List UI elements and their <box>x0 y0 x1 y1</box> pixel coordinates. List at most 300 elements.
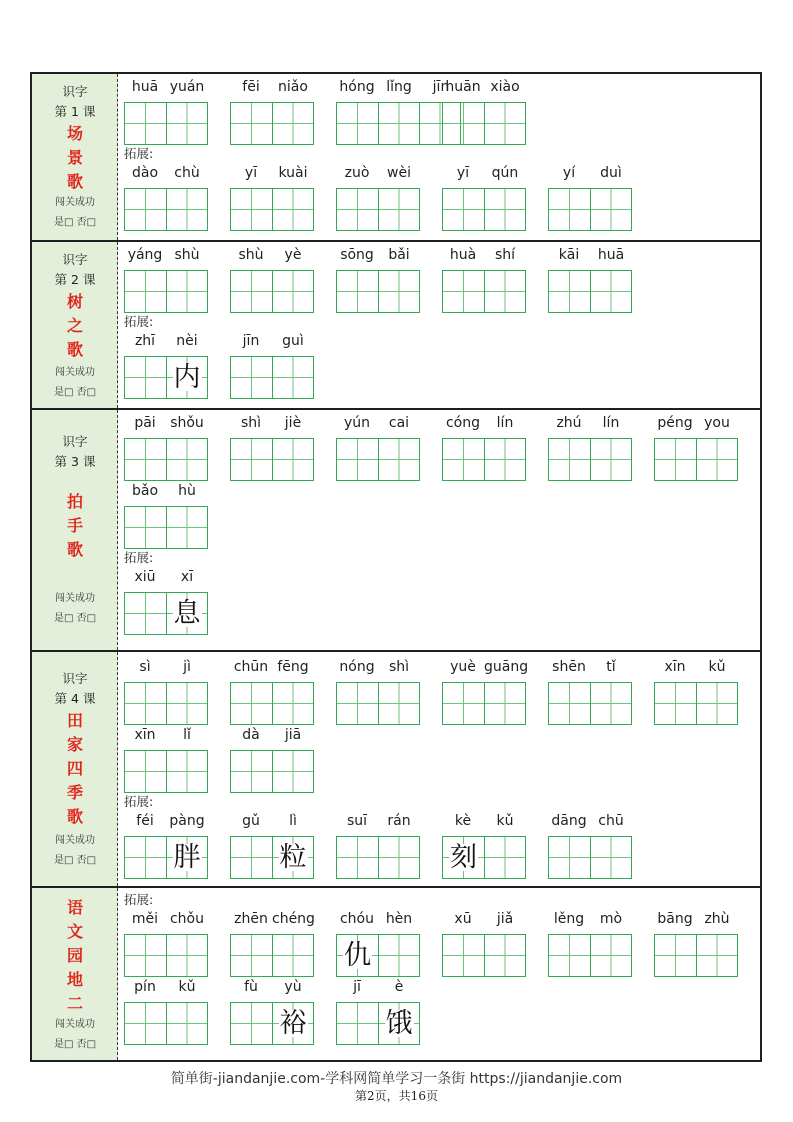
pinyin-row <box>548 244 632 266</box>
writing-cell[interactable] <box>125 935 166 976</box>
word-practice <box>124 810 208 878</box>
writing-cell[interactable] <box>590 683 631 724</box>
word-practice <box>230 162 314 230</box>
tianzige-box <box>124 592 208 635</box>
lesson-title-char: 之 <box>66 316 83 335</box>
writing-cell[interactable] <box>484 935 525 976</box>
pinyin-syllable: yī <box>456 165 470 181</box>
pinyin-syllable: rán <box>387 813 411 829</box>
writing-cell[interactable] <box>443 439 484 480</box>
lesson-number-label: 第 4 课 <box>54 691 96 706</box>
writing-cell[interactable] <box>590 271 631 312</box>
pinyin-syllable: yuán <box>169 79 205 95</box>
writing-cell[interactable] <box>125 189 166 230</box>
writing-cell[interactable] <box>166 507 207 548</box>
pinyin-syllable: pāi <box>134 415 156 431</box>
pinyin-syllable: kè <box>454 813 472 829</box>
lesson-sidebar <box>32 652 118 886</box>
writing-cell[interactable] <box>696 439 737 480</box>
pinyin-syllable: chūn <box>233 659 269 675</box>
writing-cell[interactable] <box>655 439 696 480</box>
writing-cell[interactable] <box>231 1003 272 1044</box>
writing-cell[interactable] <box>166 357 207 398</box>
writing-cell[interactable] <box>272 189 313 230</box>
tianzige-box <box>548 682 632 725</box>
pinyin-syllable: kāi <box>558 247 580 263</box>
practice-area <box>124 652 760 886</box>
writing-cell[interactable] <box>590 189 631 230</box>
lesson-number-label: 第 1 课 <box>54 104 96 119</box>
pinyin-syllable: lǐ <box>183 727 191 743</box>
practice-area <box>124 74 760 240</box>
writing-cell[interactable] <box>549 271 590 312</box>
word-practice <box>336 810 420 878</box>
writing-cell[interactable] <box>549 683 590 724</box>
writing-cell[interactable] <box>166 751 207 792</box>
word-practice <box>124 976 208 1044</box>
pass-label: 闯关成功 <box>55 593 95 604</box>
writing-cell[interactable] <box>378 271 419 312</box>
pinyin-syllable: è <box>394 979 404 995</box>
pinyin-syllable: shì <box>240 415 262 431</box>
lesson-row <box>32 650 760 886</box>
pinyin-row <box>230 656 314 678</box>
pinyin-syllable: dà <box>242 727 260 743</box>
writing-cell[interactable] <box>484 271 525 312</box>
tianzige-box <box>124 506 208 549</box>
tianzige-box <box>548 934 632 977</box>
pinyin-syllable: huān <box>445 79 481 95</box>
lesson-title-char: 场 <box>66 124 83 143</box>
yes-no-checkboxes[interactable]: 是□ 否□ <box>53 613 97 624</box>
writing-cell[interactable] <box>590 439 631 480</box>
writing-cell[interactable] <box>549 935 590 976</box>
pinyin-row <box>548 412 632 434</box>
word-practice <box>124 908 208 976</box>
pinyin-syllable: yè <box>284 247 302 263</box>
writing-cell[interactable] <box>337 935 378 976</box>
pinyin-syllable: yún <box>343 415 371 431</box>
writing-cell[interactable] <box>231 837 272 878</box>
word-practice <box>230 244 314 312</box>
writing-cell[interactable] <box>549 837 590 878</box>
writing-cell[interactable] <box>484 683 525 724</box>
writing-cell[interactable] <box>166 837 207 878</box>
writing-cell[interactable] <box>166 1003 207 1044</box>
pinyin-syllable: tǐ <box>606 659 616 675</box>
tianzige-box <box>548 438 632 481</box>
tianzige-box <box>230 356 314 399</box>
writing-cell[interactable] <box>125 271 166 312</box>
pinyin-syllable: zuò <box>344 165 370 181</box>
pinyin-syllable: bǎi <box>388 247 410 263</box>
lesson-title-char: 手 <box>66 516 83 535</box>
tianzige-box <box>654 934 738 977</box>
pinyin-syllable: kuài <box>278 165 308 181</box>
pinyin-syllable: zhēn <box>234 911 268 927</box>
writing-cell[interactable] <box>443 189 484 230</box>
pinyin-row <box>548 656 632 678</box>
pinyin-row <box>230 908 314 930</box>
word-practice <box>230 908 314 976</box>
pinyin-row <box>336 810 420 832</box>
yes-no-checkboxes[interactable]: 是□ 否□ <box>53 1039 97 1050</box>
writing-cell[interactable] <box>125 683 166 724</box>
pass-label: 闯关成功 <box>55 367 95 378</box>
writing-cell[interactable] <box>125 507 166 548</box>
pinyin-syllable: jiǎ <box>496 911 514 927</box>
pinyin-syllable: xīn <box>134 727 156 743</box>
word-practice <box>230 656 314 724</box>
pinyin-syllable: huā <box>597 247 625 263</box>
writing-cell[interactable] <box>231 103 272 144</box>
writing-cell[interactable] <box>443 103 484 144</box>
yes-no-checkboxes[interactable]: 是□ 否□ <box>53 387 97 398</box>
pinyin-row <box>442 76 526 98</box>
tianzige-box <box>336 682 420 725</box>
lesson-title-char: 歌 <box>66 172 83 191</box>
practice-area <box>124 242 760 408</box>
pass-label: 闯关成功 <box>55 1019 95 1030</box>
writing-cell[interactable] <box>484 837 525 878</box>
expand-label: 拓展: <box>124 314 154 329</box>
word-practice <box>230 724 314 792</box>
word-practice <box>336 976 420 1044</box>
writing-cell[interactable] <box>443 271 484 312</box>
word-practice <box>442 244 526 312</box>
tianzige-box <box>124 102 208 145</box>
pinyin-syllable: zhī <box>134 333 156 349</box>
pinyin-syllable: yáng <box>127 247 163 263</box>
pinyin-syllable: xū <box>454 911 472 927</box>
word-practice <box>124 244 208 312</box>
writing-cell[interactable] <box>166 103 207 144</box>
writing-cell[interactable] <box>484 189 525 230</box>
writing-cell[interactable] <box>272 751 313 792</box>
pinyin-syllable: sōng <box>340 247 374 263</box>
pinyin-row <box>124 810 208 832</box>
word-practice <box>654 412 738 480</box>
lesson-type-label: 识字 <box>62 84 88 99</box>
writing-cell[interactable] <box>337 683 378 724</box>
pinyin-syllable: jiā <box>284 727 302 743</box>
tianzige-box <box>230 682 314 725</box>
writing-cell[interactable] <box>231 189 272 230</box>
pinyin-syllable: cai <box>388 415 410 431</box>
writing-cell[interactable] <box>125 103 166 144</box>
pinyin-syllable: shù <box>238 247 264 263</box>
tianzige-box <box>442 836 526 879</box>
writing-cell[interactable] <box>272 103 313 144</box>
pinyin-syllable: hóng <box>339 79 375 95</box>
writing-cell[interactable] <box>378 837 419 878</box>
writing-cell[interactable] <box>549 189 590 230</box>
pinyin-syllable: lín <box>602 415 620 431</box>
writing-cell[interactable] <box>337 439 378 480</box>
pinyin-syllable: kǔ <box>496 813 514 829</box>
pinyin-row <box>230 810 314 832</box>
tianzige-box <box>124 438 208 481</box>
writing-cell[interactable] <box>443 683 484 724</box>
writing-cell[interactable] <box>125 1003 166 1044</box>
pinyin-syllable: hù <box>178 483 196 499</box>
writing-cell[interactable] <box>166 935 207 976</box>
word-practice <box>548 162 632 230</box>
pinyin-row <box>548 908 632 930</box>
pinyin-syllable: yī <box>244 165 258 181</box>
lesson-title-char: 园 <box>66 946 83 965</box>
word-practice <box>124 330 208 398</box>
writing-cell[interactable] <box>231 751 272 792</box>
writing-cell[interactable] <box>378 683 419 724</box>
pinyin-row <box>230 244 314 266</box>
tianzige-box <box>230 102 314 145</box>
hanzi-character: 内 <box>173 362 201 393</box>
pinyin-row <box>336 656 420 678</box>
pinyin-syllable: gǔ <box>242 813 260 829</box>
hanzi-character: 息 <box>173 598 201 629</box>
pinyin-row <box>124 330 208 352</box>
tianzige-box <box>336 188 420 231</box>
writing-cell[interactable] <box>655 683 696 724</box>
pinyin-row <box>336 162 420 184</box>
writing-cell[interactable] <box>378 1003 419 1044</box>
hanzi-character: 刻 <box>450 842 477 873</box>
tianzige-box <box>548 270 632 313</box>
writing-cell[interactable] <box>337 1003 378 1044</box>
pinyin-syllable: jì <box>183 659 191 675</box>
word-practice <box>548 810 632 878</box>
writing-cell[interactable] <box>272 357 313 398</box>
lesson-title-char: 拍 <box>66 492 83 511</box>
lesson-title-char: 语 <box>66 898 83 917</box>
tianzige-box <box>124 750 208 793</box>
word-practice <box>336 908 420 976</box>
pinyin-syllable: jīn <box>242 333 260 349</box>
tianzige-box <box>442 188 526 231</box>
writing-cell[interactable] <box>590 935 631 976</box>
hanzi-character: 饿 <box>385 1008 413 1039</box>
pinyin-row <box>654 656 738 678</box>
pinyin-row <box>124 656 208 678</box>
pinyin-syllable: xīn <box>664 659 686 675</box>
expand-label: 拓展: <box>124 794 154 809</box>
tianzige-box <box>336 1002 420 1045</box>
pinyin-syllable: wèi <box>387 165 411 181</box>
lesson-title-char: 地 <box>66 970 83 989</box>
pinyin-syllable: huà <box>449 247 477 263</box>
word-practice <box>124 724 208 792</box>
word-practice <box>124 656 208 724</box>
pinyin-syllable: sì <box>139 659 151 675</box>
lesson-row <box>32 74 760 240</box>
pinyin-syllable: dào <box>131 165 159 181</box>
writing-cell[interactable] <box>125 439 166 480</box>
pinyin-row <box>124 162 208 184</box>
lesson-row <box>32 886 760 1060</box>
pinyin-syllable: kǔ <box>708 659 726 675</box>
pinyin-syllable: bǎo <box>131 483 159 499</box>
word-practice <box>336 412 420 480</box>
writing-cell[interactable] <box>231 271 272 312</box>
pinyin-syllable: cóng <box>445 415 481 431</box>
writing-cell[interactable] <box>443 837 484 878</box>
writing-cell[interactable] <box>166 593 207 634</box>
pinyin-syllable: qún <box>491 165 519 181</box>
word-practice <box>654 656 738 724</box>
lesson-row <box>32 240 760 408</box>
word-practice <box>124 76 208 144</box>
practice-area <box>124 888 760 1060</box>
writing-cell[interactable] <box>272 439 313 480</box>
writing-cell[interactable] <box>590 837 631 878</box>
writing-cell[interactable] <box>125 751 166 792</box>
tianzige-box <box>124 836 208 879</box>
tianzige-box <box>548 188 632 231</box>
writing-cell[interactable] <box>231 439 272 480</box>
lesson-type-label: 识字 <box>62 252 88 267</box>
lesson-type-label: 识字 <box>62 671 88 686</box>
tianzige-box <box>442 102 526 145</box>
pinyin-syllable: shǒu <box>170 415 204 431</box>
pass-label: 闯关成功 <box>55 197 95 208</box>
pinyin-syllable: lěng <box>553 911 585 927</box>
writing-cell[interactable] <box>443 935 484 976</box>
pinyin-row <box>124 908 208 930</box>
writing-cell[interactable] <box>484 439 525 480</box>
writing-cell[interactable] <box>378 103 419 144</box>
word-practice <box>230 810 314 878</box>
writing-cell[interactable] <box>378 935 419 976</box>
word-practice <box>442 908 526 976</box>
pinyin-row <box>654 908 738 930</box>
word-practice <box>442 162 526 230</box>
writing-cell[interactable] <box>125 593 166 634</box>
expand-label: 拓展: <box>124 146 154 161</box>
writing-cell[interactable] <box>166 683 207 724</box>
pinyin-syllable: fēng <box>277 659 309 675</box>
writing-cell[interactable] <box>337 271 378 312</box>
pinyin-syllable: xiū <box>134 569 156 585</box>
lesson-row <box>32 408 760 650</box>
pinyin-syllable: dāng <box>551 813 587 829</box>
lesson-title-char: 歌 <box>66 540 83 559</box>
pinyin-row <box>442 810 526 832</box>
pinyin-row <box>124 566 208 588</box>
pinyin-syllable: guì <box>282 333 304 349</box>
writing-cell[interactable] <box>272 1003 313 1044</box>
pinyin-syllable: chóu <box>339 911 374 927</box>
lesson-title-char: 歌 <box>66 807 83 826</box>
lesson-title-char: 四 <box>66 759 83 778</box>
pinyin-syllable: hèn <box>385 911 413 927</box>
tianzige-box <box>124 1002 208 1045</box>
hanzi-character: 粒 <box>279 842 307 873</box>
tianzige-box <box>442 270 526 313</box>
writing-cell[interactable] <box>272 837 313 878</box>
pinyin-syllable: zhù <box>704 911 730 927</box>
tianzige-box <box>124 188 208 231</box>
pass-label: 闯关成功 <box>55 835 95 846</box>
word-practice <box>124 162 208 230</box>
yes-no-checkboxes[interactable]: 是□ 否□ <box>53 217 97 228</box>
pinyin-syllable: bāng <box>657 911 693 927</box>
pinyin-row <box>124 724 208 746</box>
pinyin-syllable: pàng <box>169 813 205 829</box>
tianzige-box <box>124 270 208 313</box>
word-practice <box>230 412 314 480</box>
pinyin-row <box>124 976 208 998</box>
writing-cell[interactable] <box>549 439 590 480</box>
tianzige-box <box>230 750 314 793</box>
word-practice <box>230 976 314 1044</box>
pinyin-syllable: lǐng <box>386 79 412 95</box>
word-practice <box>548 244 632 312</box>
lesson-title-char: 歌 <box>66 340 83 359</box>
writing-cell[interactable] <box>337 189 378 230</box>
writing-cell[interactable] <box>125 837 166 878</box>
pinyin-row <box>230 162 314 184</box>
pinyin-syllable: pín <box>134 979 156 995</box>
lesson-sidebar <box>32 242 118 408</box>
pinyin-syllable: nóng <box>339 659 375 675</box>
writing-cell[interactable] <box>696 935 737 976</box>
pinyin-row <box>230 76 314 98</box>
writing-cell[interactable] <box>231 935 272 976</box>
lesson-number-label: 第 2 课 <box>54 272 96 287</box>
hanzi-character: 裕 <box>279 1008 307 1039</box>
writing-cell[interactable] <box>272 935 313 976</box>
writing-cell[interactable] <box>166 439 207 480</box>
tianzige-box <box>654 438 738 481</box>
writing-cell[interactable] <box>378 189 419 230</box>
tianzige-box <box>230 934 314 977</box>
writing-cell[interactable] <box>272 271 313 312</box>
word-practice <box>442 656 529 724</box>
writing-cell[interactable] <box>696 683 737 724</box>
pinyin-row <box>548 810 632 832</box>
writing-cell[interactable] <box>484 103 525 144</box>
writing-cell[interactable] <box>166 271 207 312</box>
pinyin-row <box>230 412 314 434</box>
lesson-sidebar <box>32 410 118 650</box>
pinyin-row <box>548 162 632 184</box>
writing-cell[interactable] <box>337 103 378 144</box>
word-practice <box>230 76 314 144</box>
word-practice <box>124 566 208 634</box>
tianzige-box <box>442 934 526 977</box>
pinyin-row <box>124 244 208 266</box>
tianzige-box <box>548 836 632 879</box>
writing-cell[interactable] <box>166 189 207 230</box>
tianzige-box <box>336 934 420 977</box>
writing-cell[interactable] <box>655 935 696 976</box>
pinyin-syllable: fēi <box>242 79 260 95</box>
tianzige-box <box>336 836 420 879</box>
writing-cell[interactable] <box>378 439 419 480</box>
pinyin-row <box>230 724 314 746</box>
pinyin-row <box>336 908 420 930</box>
writing-cell[interactable] <box>125 357 166 398</box>
pinyin-syllable: huā <box>131 79 159 95</box>
writing-cell[interactable] <box>231 357 272 398</box>
writing-cell[interactable] <box>337 837 378 878</box>
writing-cell[interactable] <box>231 683 272 724</box>
writing-cell[interactable] <box>272 683 313 724</box>
yes-no-checkboxes[interactable]: 是□ 否□ <box>53 855 97 866</box>
lesson-title-char: 景 <box>66 148 83 167</box>
pinyin-syllable: xī <box>180 569 194 585</box>
